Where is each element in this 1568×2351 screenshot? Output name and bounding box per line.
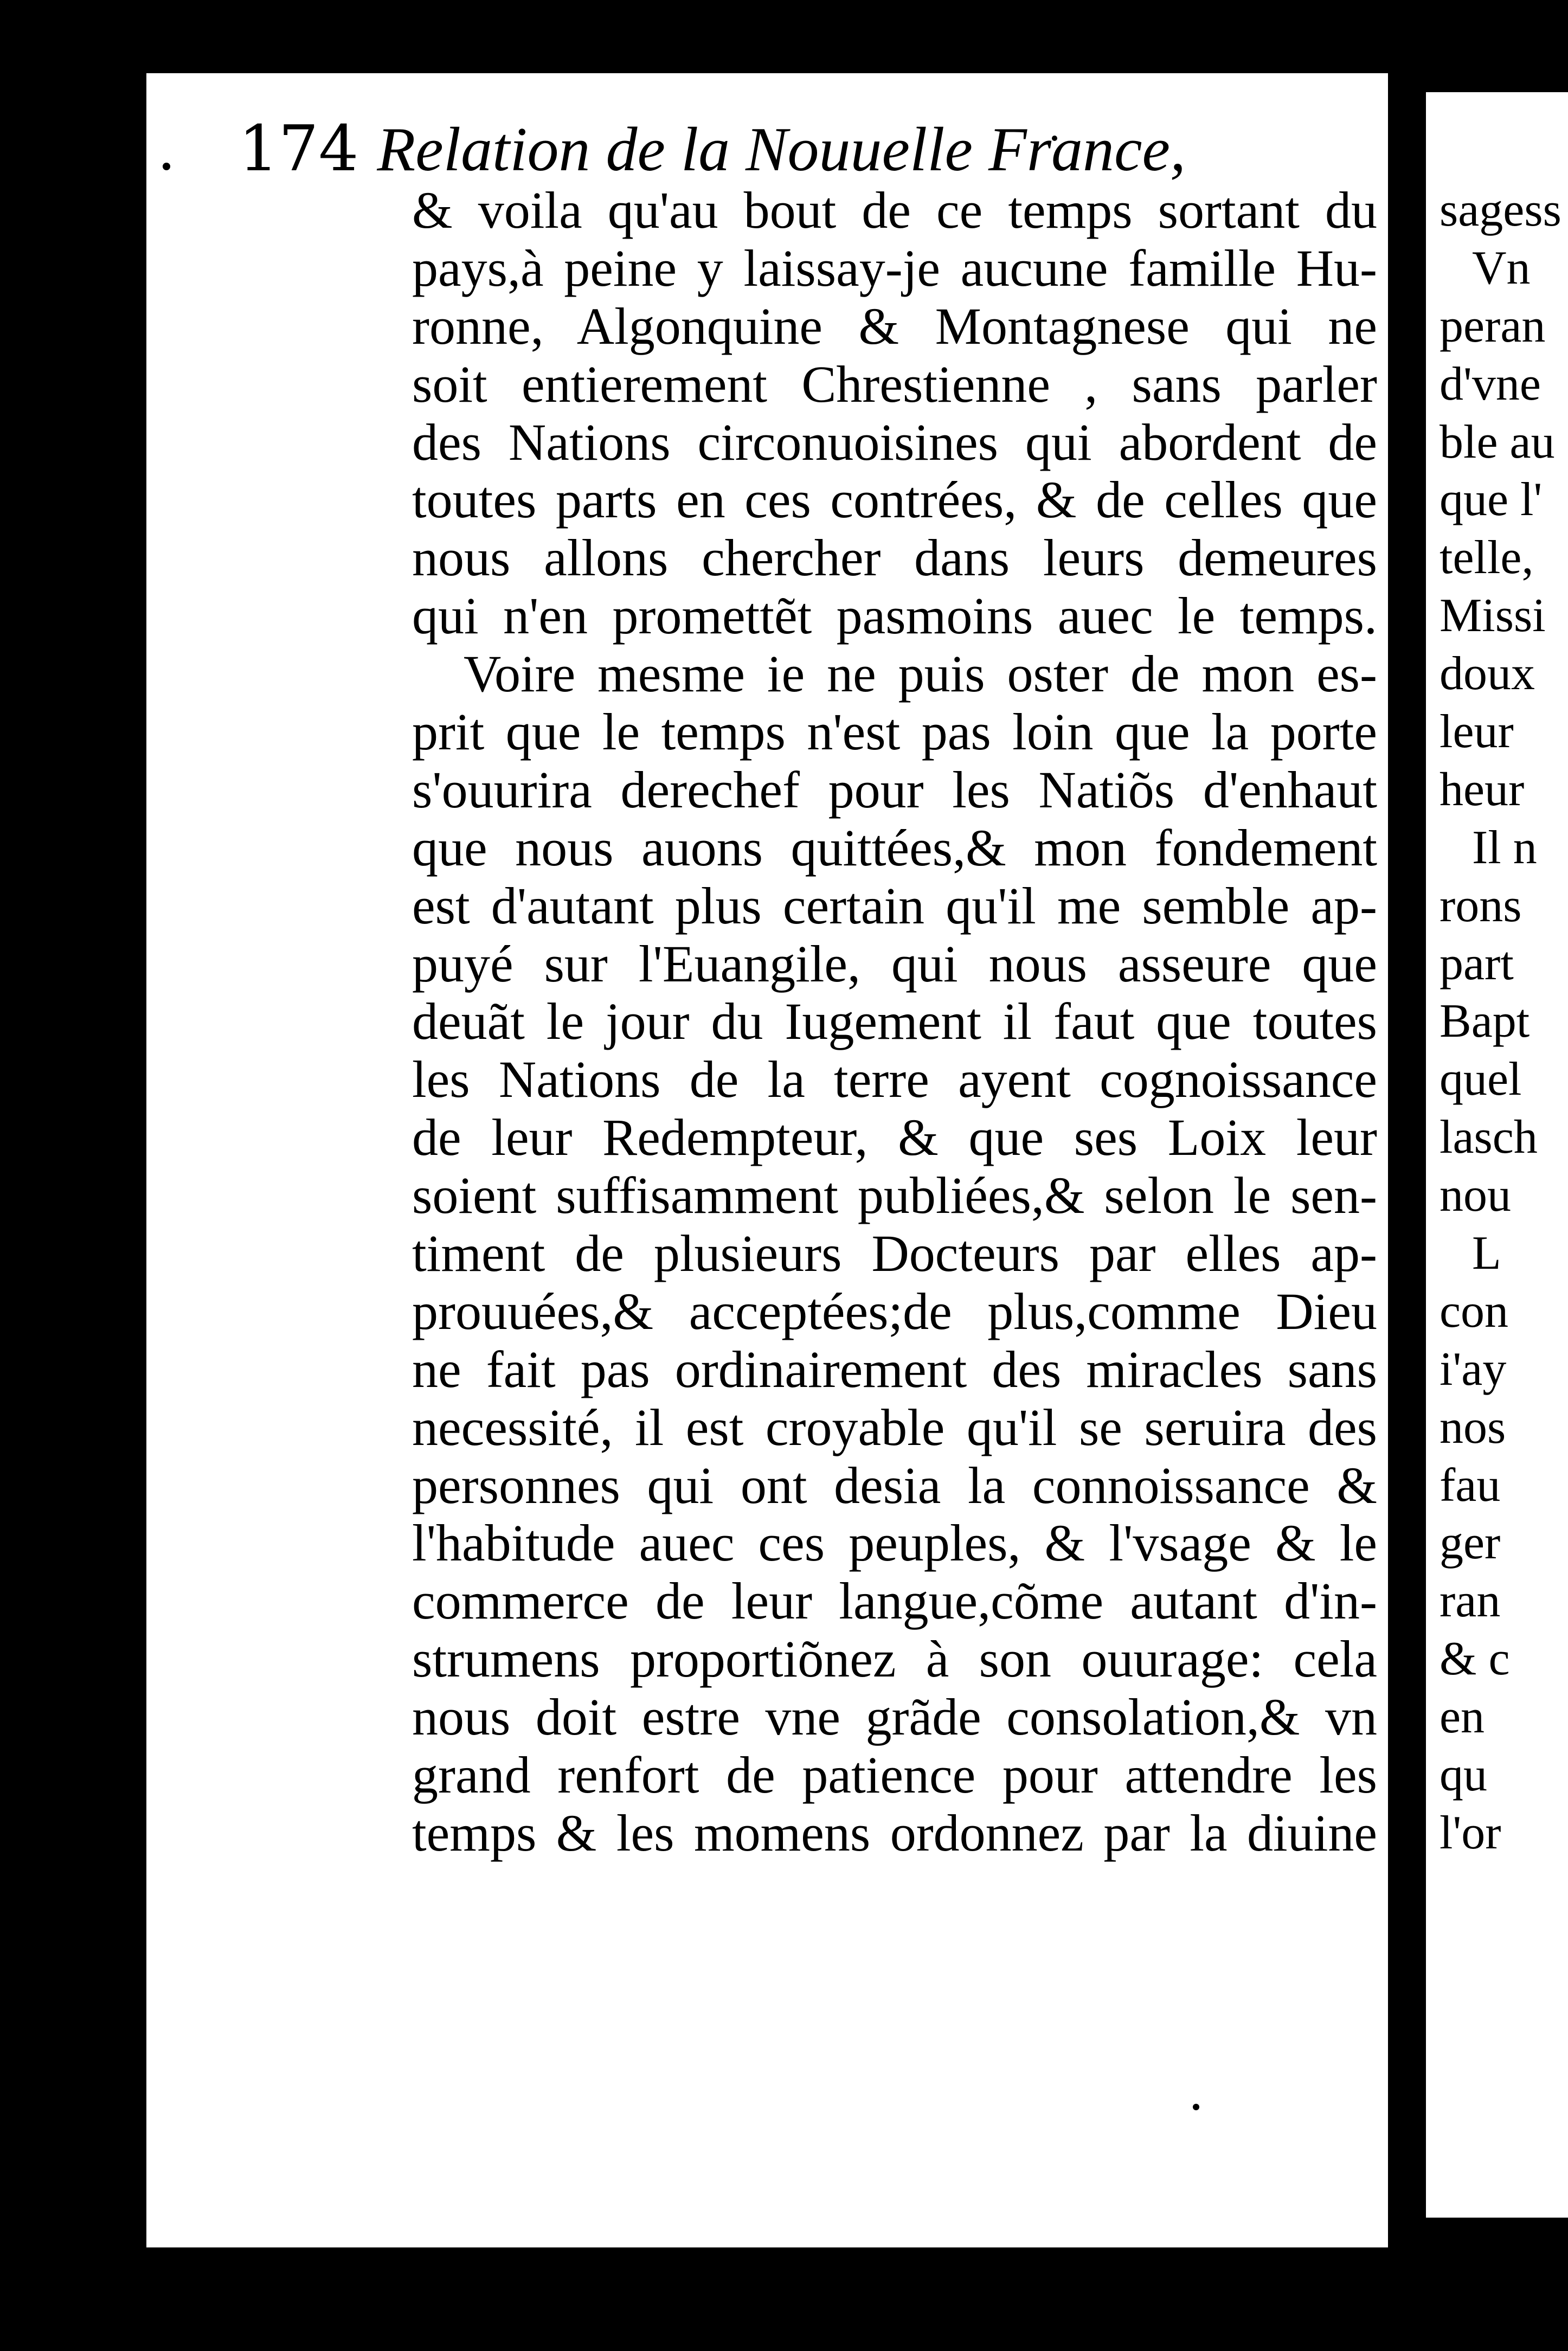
ink-speck [1193,2104,1199,2110]
text-line: personnes qui ont desia la connoissance & [412,1456,1377,1514]
running-title: Relation de la Nouuelle France, [377,115,1186,184]
text-line: ran [1440,1575,1501,1628]
text-line: timent de plusieurs Docteurs par elles ap- [412,1224,1377,1283]
text-line: commerce de leur langue,cõme autant d'in- [412,1572,1377,1630]
text-line: Il n [1472,821,1537,874]
text-line: Voire mesme ie ne puis oster de mon es- [464,645,1377,703]
text-line: s'ouurira derechef pour les Natiõs d'enhaut [412,760,1377,819]
text-line: qui n'en promettẽt pasmoins auec le temps. [412,587,1377,645]
text-line: grand renfort de patience pour attendre les [412,1746,1377,1804]
text-line: d'vne [1440,357,1541,410]
text-line: strumens proportiõnez à son ouurage: cela [412,1630,1377,1688]
text-line: peran [1440,299,1546,352]
right-page-text [1440,182,1568,1862]
text-line: temps & les momens ordonnez par la diuine [412,1803,1377,1862]
text-line: des Nations circonuoisines qui abordent de [412,413,1377,471]
text-line: les Nations de la terre ayent cognoissance [412,1050,1377,1109]
text-line: ne fait pas ordinairement des miracles sans [412,1340,1377,1398]
text-line: deuãt le jour du Iugement il faut que toutes [412,992,1377,1051]
text-line: l'or [1440,1806,1501,1859]
text-line: necessité, il est croyable qu'il se seruira des [412,1398,1377,1456]
text-line: sagess [1440,184,1561,236]
text-line: prit que le temps n'est pas loin que la porte [412,703,1377,761]
text-line: qu [1440,1749,1487,1802]
left-page-text [412,182,1377,1862]
text-line: que nous auons quittées,& mon fondement [412,818,1377,877]
text-line: ble au [1440,415,1555,468]
text-line: puyé sur l'Euangile, qui nous asseure que [412,934,1377,993]
text-line: Vn [1472,241,1531,294]
text-line: toutes parts en ces contrées, & de celles que [412,471,1377,529]
text-line: & voila qu'au bout de ce temps sortant du [412,181,1377,239]
text-line: est d'autant plus certain qu'il me semble ap- [412,876,1377,935]
text-line: soit entierement Chrestienne , sans parler [412,355,1377,413]
text-line: leur [1440,705,1514,759]
text-line: en [1440,1691,1485,1744]
text-line: que l' [1440,473,1543,526]
text-line: doux [1440,647,1535,701]
text-line: prouuées,& acceptées;de plus,comme Dieu [412,1282,1377,1340]
text-line: part [1440,937,1514,990]
text-line: Missi [1440,589,1546,643]
text-line: de leur Redempteur, & que ses Loix leur [412,1108,1377,1167]
text-line: i'ay [1440,1342,1507,1396]
text-line: ger [1440,1517,1501,1570]
text-line: heur [1440,763,1525,816]
text-line: pays,à peine y laissay-je aucune famille Hu- [412,239,1377,297]
text-line: nous allons chercher dans leurs demeures [412,529,1377,587]
text-line: ronne, Algonquine & Montagnese qui ne [412,297,1377,355]
text-line: Bapt [1440,995,1530,1048]
text-line: nos [1440,1401,1506,1454]
text-line: lasch [1440,1111,1538,1164]
text-line: telle, [1440,531,1534,584]
text-line: nou [1440,1169,1511,1222]
text-line: nous doit estre vne grãde consolation,& vn [412,1688,1377,1746]
text-line: quel [1440,1053,1522,1106]
ink-speck [163,163,170,170]
page-number: 174 [239,112,359,185]
text-line: rons [1440,879,1522,932]
text-line: soient suffisamment publiées,& selon le sen- [412,1166,1377,1225]
text-line: con [1440,1284,1509,1338]
running-head [239,111,1186,187]
text-line: l'habitude auec ces peuples, & l'vsage & le [412,1514,1377,1572]
text-line: & c [1440,1633,1510,1686]
text-line: fau [1440,1459,1501,1512]
text-line: L [1472,1227,1501,1280]
